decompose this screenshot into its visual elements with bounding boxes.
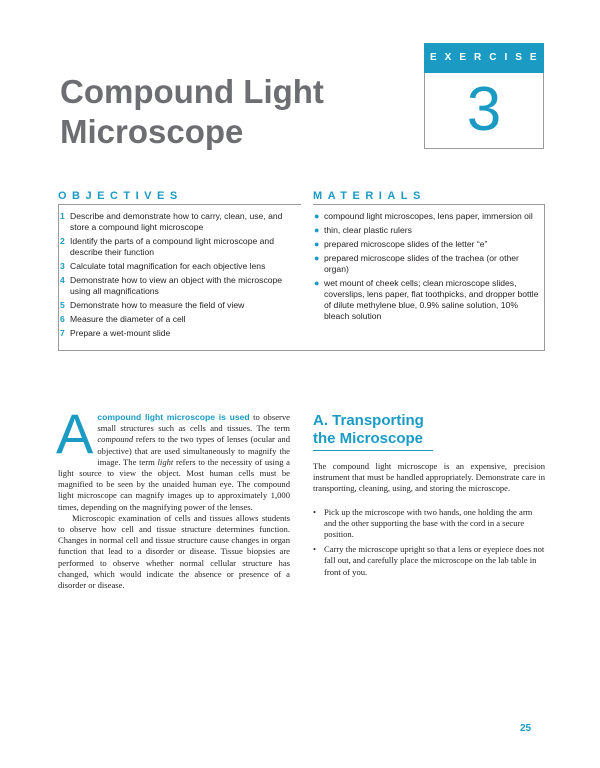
section-a-bullets (313, 507, 545, 578)
material-text: compound light microscopes, lens paper, immersion oil (324, 211, 533, 221)
objectives-heading: OBJECTIVES (58, 190, 183, 202)
materials-list (314, 211, 542, 325)
objectives-list (60, 211, 300, 342)
objective-text: Calculate total magnification for each objective lens (70, 261, 266, 271)
objective-text: Identify the parts of a compound light microscope and describe their function (70, 236, 274, 257)
objective-number: 7 (60, 328, 65, 338)
material-item (314, 278, 542, 322)
material-item (314, 225, 542, 236)
section-a-underline (313, 450, 433, 451)
materials-right-rule (544, 204, 545, 350)
objective-number: 2 (60, 236, 65, 246)
objective-text: Prepare a wet-mount slide (70, 328, 171, 338)
objective-number: 4 (60, 275, 65, 285)
objectives-top-rule (58, 204, 301, 205)
section-a-heading-line-2: the Microscope (313, 430, 424, 447)
section-a-column (313, 461, 545, 582)
material-item (314, 253, 542, 275)
bullet-icon: • (313, 544, 317, 555)
objective-item (60, 314, 300, 325)
bullet-text: Pick up the microscope with two hands, one holding the arm and the other supporting the base with the cord in a secure position. (324, 506, 533, 540)
bullet-icon: ● (314, 211, 320, 221)
materials-heading: MATERIALS (313, 190, 426, 202)
objective-text: Demonstrate how to measure the field of view (70, 300, 245, 310)
bullet-text: Carry the microscope upright so that a lens or eyepiece does not fall out, and carefully place the microscope on the lab table in front of you. (324, 544, 545, 577)
bullet-icon: ● (314, 225, 320, 235)
objective-number: 6 (60, 314, 65, 324)
list-item (313, 544, 545, 578)
material-text: prepared microscope slides of the letter “e” (324, 239, 488, 249)
material-item (314, 239, 542, 250)
material-text: wet mount of cheek cells; clean microscope slides, coverslips, lens paper, flat toothpicks, and dropper bottle of dilute methylene blue, 0.9% saline solution, 10% bleach solution (324, 278, 539, 321)
page-title-line-2: Microscope (60, 113, 244, 150)
section-a-heading-line-1: A. Transporting (313, 412, 424, 429)
material-text: prepared microscope slides of the trachea (or other organ) (324, 253, 519, 274)
objective-item (60, 261, 300, 272)
intro-lead: compound light microscope is used (97, 412, 250, 422)
bullet-icon: ● (314, 239, 320, 249)
objective-number: 5 (60, 300, 65, 310)
objective-item (60, 275, 300, 297)
objective-item (60, 236, 300, 258)
objective-text: Describe and demonstrate how to carry, clean, use, and store a compound light microscope (70, 211, 283, 232)
section-a-heading (313, 412, 533, 448)
term-light: light (157, 456, 174, 467)
objective-text: Demonstrate how to view an object with the microscope using all magnifications (70, 275, 283, 296)
objective-item (60, 211, 300, 233)
materials-top-rule (313, 204, 545, 205)
exercise-label: EXERCISE (430, 52, 545, 63)
objective-item (60, 328, 300, 339)
intro-column (56, 402, 290, 591)
page-title (60, 72, 324, 152)
list-item (313, 507, 545, 541)
bullet-icon: ● (314, 253, 320, 263)
objectives-materials-bottom-rule (58, 350, 545, 351)
section-a-paragraph: The compound light microscope is an expensive, precision instrument that must be handled appropriately. Demonstrate care in transporting, cleaning, using, and storing the microscope. (313, 461, 545, 494)
drop-cap: A (56, 402, 94, 465)
objective-number: 3 (60, 261, 65, 271)
objectives-left-rule (58, 204, 59, 350)
objective-number: 1 (60, 211, 65, 221)
bullet-icon: • (313, 506, 317, 517)
intro-text: refers to the two types of lenses (ocular and objective) that are used simultaneously to magnify the image. The term (97, 434, 290, 467)
objective-text: Measure the diameter of a cell (70, 314, 186, 324)
intro-paragraph-2: Microscopic examination of cells and tissues allows students to observe how cell and tissue structure determines function. Changes in normal cell and tissue structure cause changes in organ function that lead to a disorder or disease. Tissue biopsies are performed to observe whether normal cellular structure has changed, which would indicate the absence or presence of a disorder or disease. (58, 512, 290, 591)
intro-paragraph-1 (56, 402, 290, 513)
objective-item (60, 300, 300, 311)
page-title-line-1: Compound Light (60, 73, 324, 110)
material-text: thin, clear plastic rulers (324, 225, 412, 235)
page-number: 25 (520, 723, 532, 734)
intro-text: to observe small structures such as cells and tissues. The term (97, 412, 290, 434)
material-item (314, 211, 542, 222)
term-compound: compound (97, 434, 134, 445)
intro-text: refers to the necessity of using a light source to view the object. Most human cells must be magnified to be seen by the unaided human eye. The compound light microscope can magnify images up to approximately 1,000 times, depending on the magnifying power of the lenses. (58, 456, 290, 512)
bullet-icon: ● (314, 278, 320, 288)
exercise-number: 3 (466, 75, 502, 144)
